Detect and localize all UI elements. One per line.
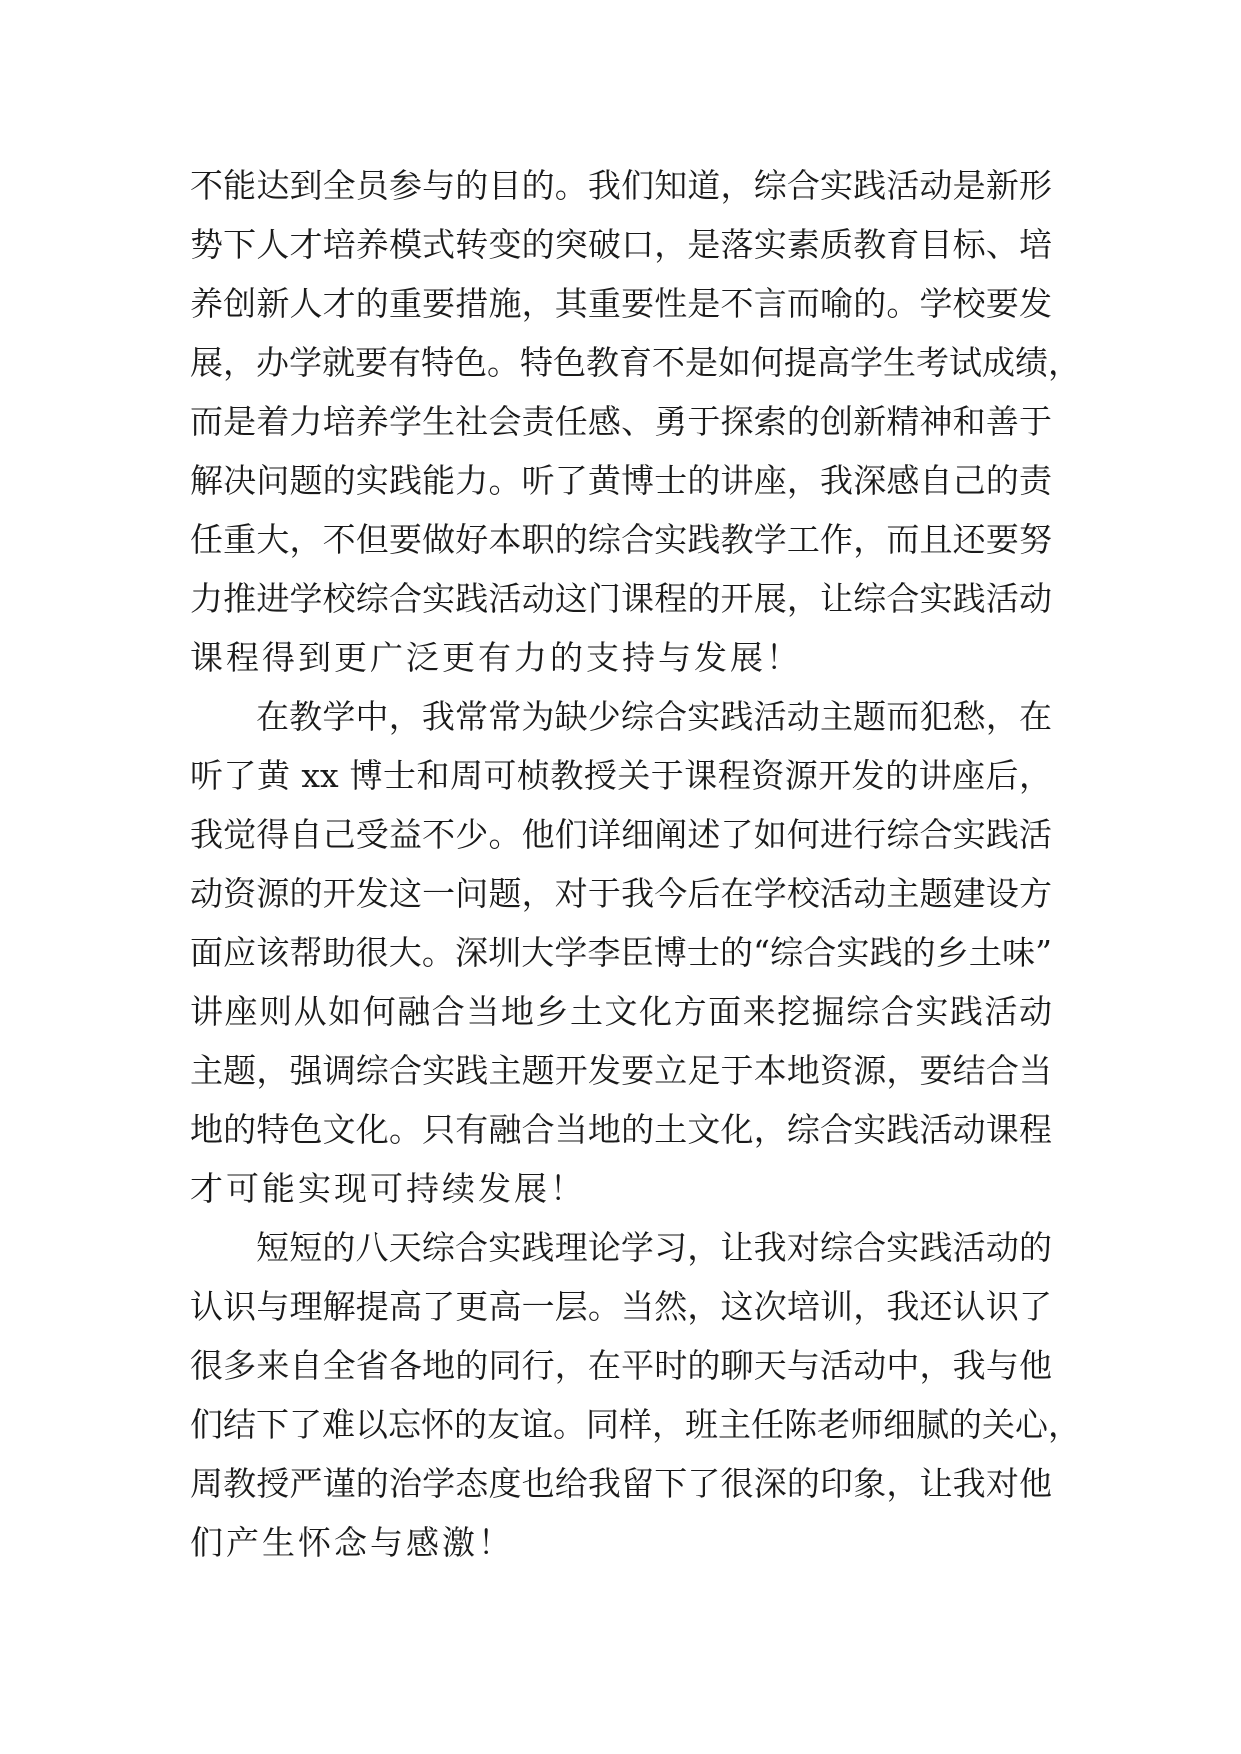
text-line: 展，办学就要有特色。特色教育不是如何提高学生考试成绩， (190, 343, 1081, 382)
text-line: 听了黄 xx 博士和周可桢教授关于课程资源开发的讲座后， (190, 756, 1052, 795)
text-line: 讲座则从如何融合当地乡土文化方面来挖掘综合实践活动 (190, 992, 1052, 1031)
text-line: 在教学中，我常常为缺少综合实践活动主题而犯愁，在 (256, 697, 1052, 736)
text-line: 而是着力培养学生社会责任感、勇于探索的创新精神和善于 (190, 402, 1052, 441)
body-text (190, 156, 1081, 1572)
text-line: 课程得到更广泛更有力的支持与发展！ (190, 638, 802, 677)
text-line: 力推进学校综合实践活动这门课程的开展，让综合实践活动 (190, 579, 1052, 618)
text-line: 解决问题的实践能力。听了黄博士的讲座，我深感自己的责 (190, 461, 1052, 500)
text-line: 养创新人才的重要措施，其重要性是不言而喻的。学校要发 (190, 284, 1052, 323)
text-line: 们产生怀念与感激！ (190, 1523, 514, 1562)
text-line: 不能达到全员参与的目的。我们知道，综合实践活动是新形 (190, 166, 1052, 205)
text-line: 主题，强调综合实践主题开发要立足于本地资源，要结合当 (190, 1051, 1052, 1090)
text-line: 短短的八天综合实践理论学习，让我对综合实践活动的 (256, 1228, 1052, 1267)
text-line: 周教授严谨的治学态度也给我留下了很深的印象，让我对他 (190, 1464, 1052, 1503)
text-line: 面应该帮助很大。深圳大学李臣博士的“综合实践的乡土味” (190, 933, 1052, 972)
paragraph (190, 1218, 1081, 1572)
paragraph (190, 687, 1052, 1218)
text-line: 才可能实现可持续发展！ (190, 1169, 586, 1208)
text-line: 们结下了难以忘怀的友谊。同样，班主任陈老师细腻的关心， (190, 1405, 1081, 1444)
text-line: 我觉得自己受益不少。他们详细阐述了如何进行综合实践活 (190, 815, 1052, 854)
text-line: 任重大，不但要做好本职的综合实践教学工作，而且还要努 (190, 520, 1052, 559)
paragraph (190, 156, 1081, 687)
text-line: 很多来自全省各地的同行，在平时的聊天与活动中，我与他 (190, 1346, 1052, 1385)
text-line: 势下人才培养模式转变的突破口，是落实素质教育目标、培 (190, 225, 1052, 264)
text-line: 动资源的开发这一问题，对于我今后在学校活动主题建设方 (190, 874, 1052, 913)
text-line: 地的特色文化。只有融合当地的土文化，综合实践活动课程 (190, 1110, 1052, 1149)
text-line: 认识与理解提高了更高一层。当然，这次培训，我还认识了 (190, 1287, 1052, 1326)
